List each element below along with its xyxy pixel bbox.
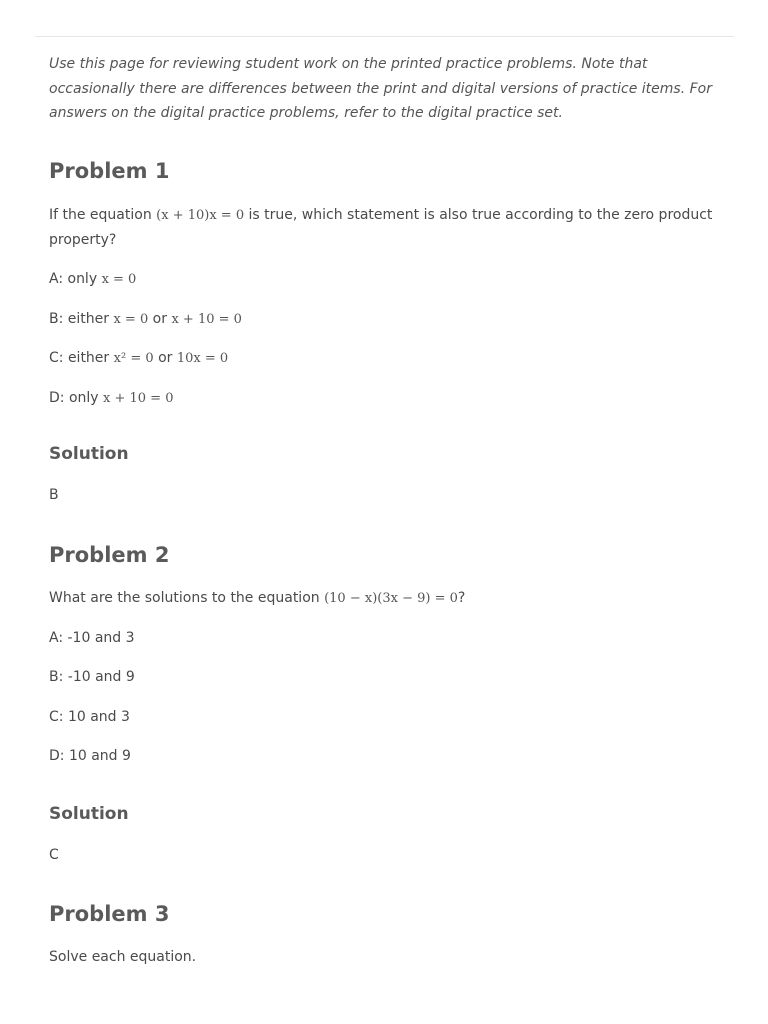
choice-label: C: either (49, 350, 114, 366)
problem-1-solution-title: Solution (49, 444, 129, 464)
problem-2-choice-b: B: -10 and 9 (49, 669, 135, 685)
choice-equation: x² = 0 (113, 351, 154, 366)
problem-2-choice-a: A: -10 and 3 (49, 630, 135, 646)
problem-1-choice-d (49, 386, 173, 411)
choice-connector: or (153, 350, 177, 366)
choice-label: B: either (49, 311, 114, 327)
top-divider (35, 36, 734, 37)
choice-equation: x = 0 (113, 312, 149, 327)
problem-2-solution-title: Solution (49, 804, 129, 824)
problem-3-stem: Solve each equation. (49, 949, 197, 965)
choice-label: A: only (49, 271, 102, 287)
stem-text: What are the solutions to the equation (49, 590, 325, 606)
problem-1-title: Problem 1 (49, 159, 170, 183)
problem-2-choice-c: C: 10 and 3 (49, 709, 130, 725)
problem-2-choice-d: D: 10 and 9 (49, 748, 131, 764)
choice-equation: 10x = 0 (176, 351, 229, 366)
problem-2-solution: C (49, 847, 59, 863)
problem-2-stem (49, 586, 719, 611)
choice-equation: x + 10 = 0 (171, 312, 242, 327)
choice-equation: x = 0 (101, 272, 137, 287)
intro-note: Use this page for reviewing student work on the printed practice problems. Note that occasionally there are differences between the print and digital versions of practice items. For answers on the digital practice problems, refer to the digital practice set. (49, 56, 712, 121)
problem-1-choice-c (49, 346, 228, 371)
stem-equation: (x + 10)x = 0 (156, 208, 245, 223)
problem-1-choice-a (49, 267, 136, 292)
choice-label: D: only (49, 390, 104, 406)
problem-1-stem (49, 203, 719, 252)
choice-equation: x + 10 = 0 (103, 391, 174, 406)
problem-3-title: Problem 3 (49, 902, 170, 926)
stem-text: If the equation (49, 207, 157, 223)
stem-text: is true, which statement is also true according to the zero product property? (49, 207, 713, 248)
stem-text: ? (457, 590, 466, 606)
stem-equation: (10 − x)(3x − 9) = 0 (324, 591, 458, 606)
problem-2-title: Problem 2 (49, 543, 170, 567)
problem-1-choice-b (49, 307, 242, 332)
choice-connector: or (148, 311, 172, 327)
problem-1-solution: B (49, 487, 59, 503)
